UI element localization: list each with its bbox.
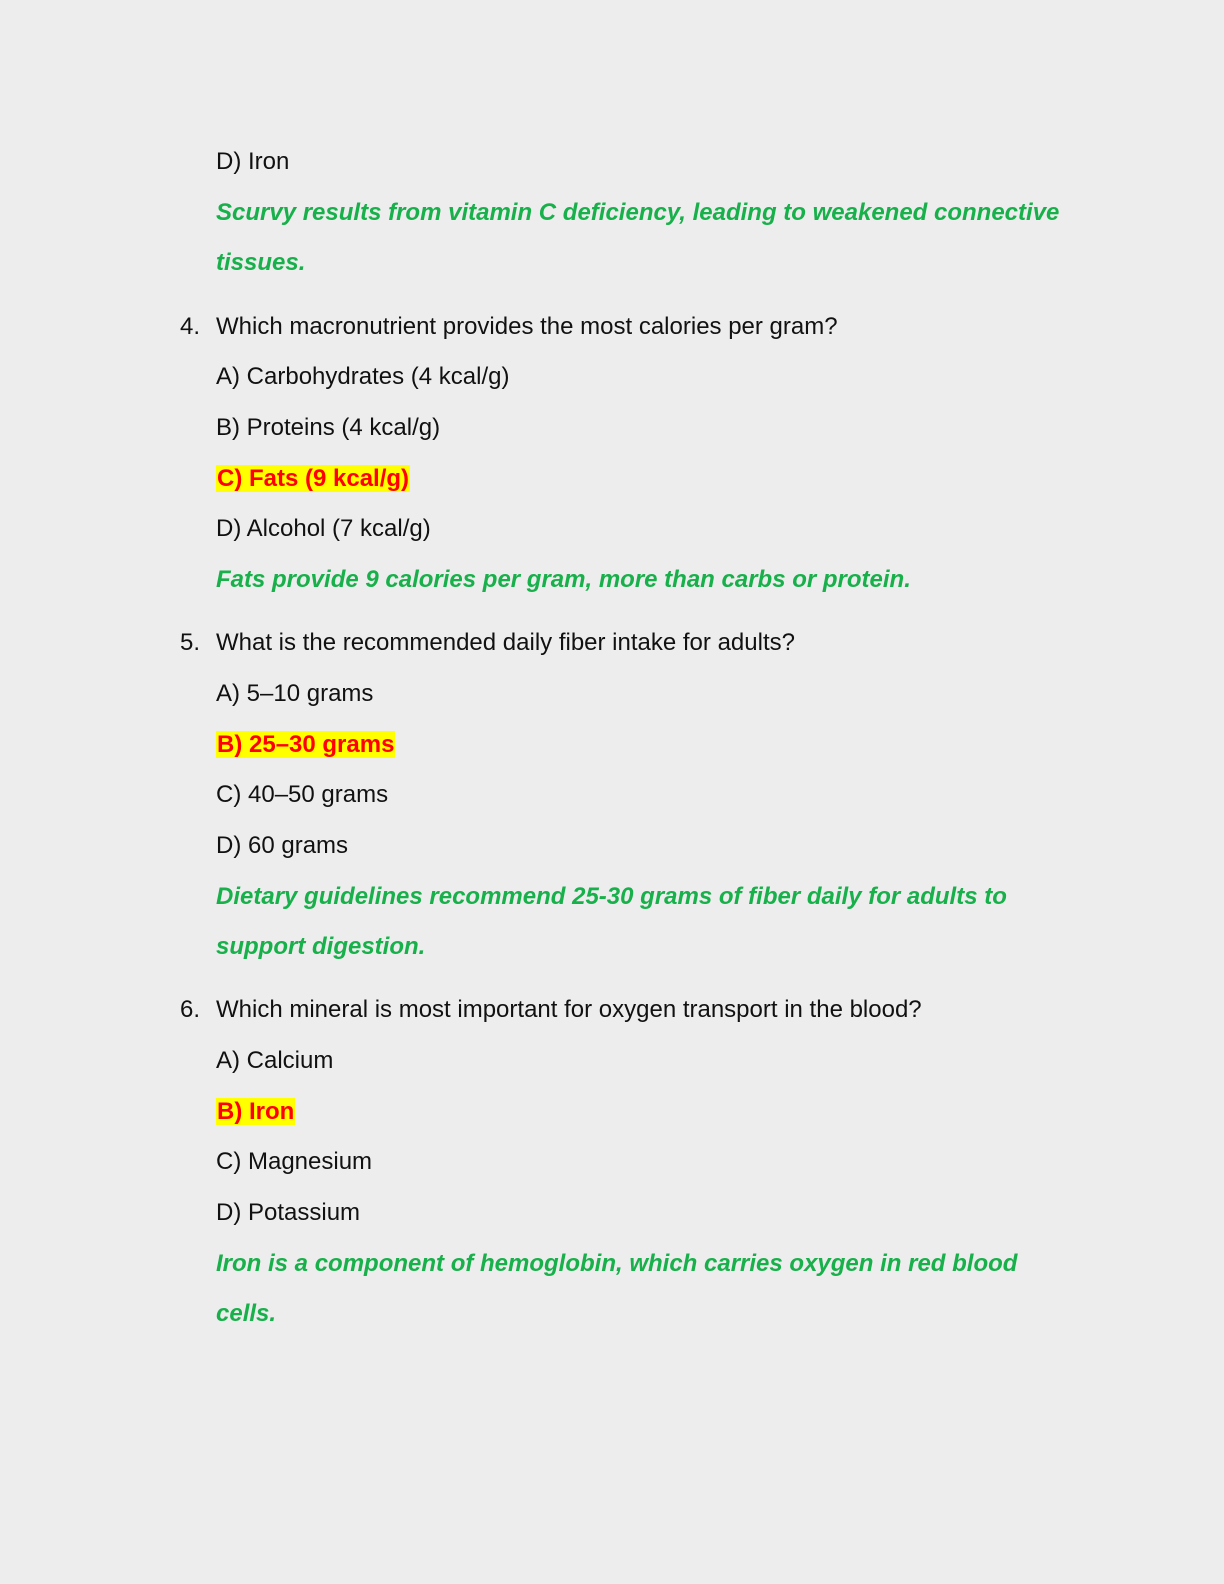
q5-option-d: D) 60 grams: [216, 832, 349, 859]
q5-option-b: [216, 729, 395, 761]
q6-option-a: A) Calcium: [216, 1047, 334, 1074]
q4-option-c: [216, 463, 410, 495]
q6-explanation-line-2: cells.: [216, 1300, 277, 1327]
q5-explanation-line-2: support digestion.: [216, 933, 426, 960]
q4-option-a: A) Carbohydrates (4 kcal/g): [216, 363, 510, 390]
q5-explanation-line-1: Dietary guidelines recommend 25-30 grams of fiber daily for adults to: [216, 883, 1007, 910]
q3-explanation-line-1: Scurvy results from vitamin C deficiency, leading to weakened connective: [216, 199, 1060, 226]
q6-question-text: Which mineral is most important for oxygen transport in the blood?: [216, 996, 922, 1023]
q6-option-d: D) Potassium: [216, 1199, 361, 1226]
q5-number: 5.: [180, 629, 201, 656]
q4-number: 4.: [180, 313, 201, 340]
q6-explanation-line-1: Iron is a component of hemoglobin, which carries oxygen in red blood: [216, 1250, 1018, 1277]
q4-explanation-line-1: Fats provide 9 calories per gram, more than carbs or protein.: [216, 566, 911, 593]
q6-option-c: C) Magnesium: [216, 1148, 373, 1175]
q5-option-c: C) 40–50 grams: [216, 781, 389, 808]
q4-question-text: Which macronutrient provides the most calories per gram?: [216, 313, 838, 340]
q5-correct-answer: B) 25–30 grams: [217, 731, 395, 758]
q4-option-b: B) Proteins (4 kcal/g): [216, 414, 441, 441]
q3-explanation-line-2: tissues.: [216, 249, 306, 276]
q5-question-text: What is the recommended daily fiber intake for adults?: [216, 629, 795, 656]
q6-number: 6.: [180, 996, 201, 1023]
q6-option-b: [216, 1096, 295, 1128]
q4-correct-answer: C) Fats (9 kcal/g): [217, 465, 410, 492]
q6-correct-answer: B) Iron: [217, 1098, 295, 1125]
q4-option-d: D) Alcohol (7 kcal/g): [216, 515, 431, 542]
q5-option-a: A) 5–10 grams: [216, 680, 374, 707]
q3-option-d: D) Iron: [216, 148, 290, 175]
